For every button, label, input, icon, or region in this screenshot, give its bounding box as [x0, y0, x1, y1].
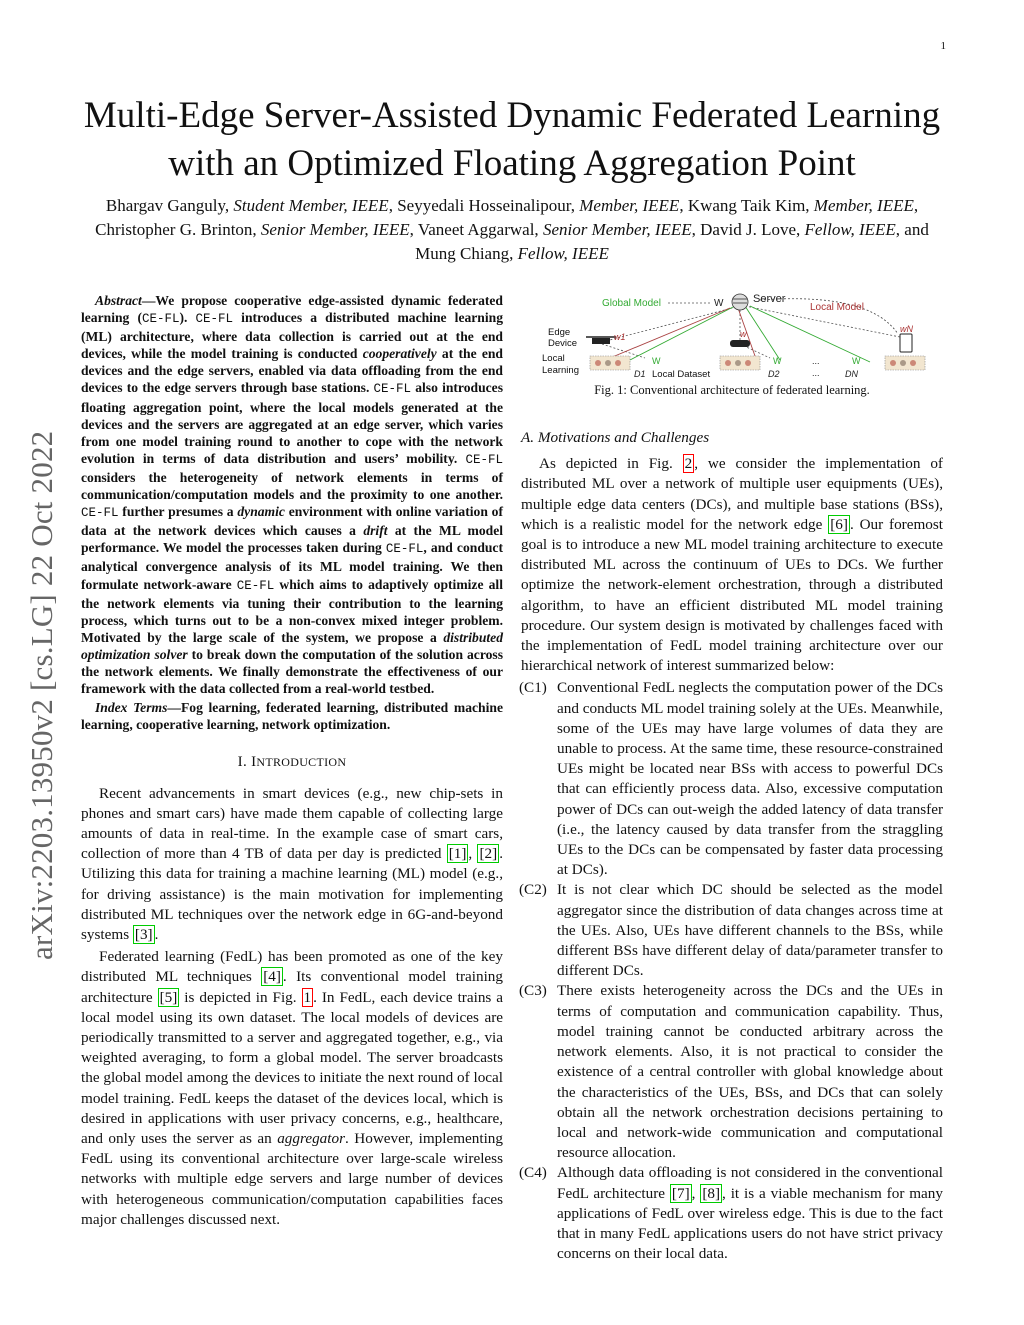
local-dataset-1-icon: [590, 356, 630, 370]
motivation-paragraph: As depicted in Fig. 2 , we consider the implementation of distributed ML over a network of multiple user equipments (UEs), multiple edge data centers (DCs), and multiple base stations (BSs), which is a realistic model for the network edge [6] . Our foremost goal is to introduce a new ML model training architecture to execute distributed ML across the continuum of UEs to DCs. We further optimize the network-element orchestration, through a distributed algorithm, to have an efficient distributed ML model training procedure. Our system design is motivated by challenges faced with the implementation of FedL model training architecture over our hierarchical network of interest summarized below:: [521, 455, 944, 675]
list-item: (C1) Conventional FedL neglects the computation power of the DCs and conducts ML model training solely at the UEs. Meanwhile, some of the UEs may have large volumes of data they are unable to process. At the same time, these resource-constrained UEs might be located near BSs with access to powerful DCs that can efficiently process data. Also, excessive computation power of DCs can out-weigh the added latency of data transfer (i.e., the latency caused by data transfer from the straggling UEs to the DCs can be compensated by faster data processing at DCs).: [519, 679, 943, 879]
svg-text:Local Dataset: Local Dataset: [652, 369, 711, 380]
list-item: (C2) It is not clear which DC should be selected as the model aggregator since the distribution of data changes across time at the UEs. Also, UEs have different channels to the BSs, while different BSs have different delay of data/parameter transfer to different DCs.: [519, 881, 943, 980]
figure-caption: Fig. 1: Conventional architecture of federated learning.: [594, 383, 870, 397]
local-dataset-2-icon: [720, 356, 760, 370]
index-terms: Index Terms—Fog learning, federated learning, distributed machine learning, cooperative learning, network optimization.: [81, 700, 503, 733]
arxiv-identifier: arXiv:2203.13950v2 [cs.LG] 22 Oct 2022: [24, 430, 59, 960]
svg-text:...: ...: [812, 368, 820, 378]
list-item: (C3) There exists heterogeneity across the DCs and the UEs in terms of computation and communication capability. Thus, model training cannot be conducted arbitrary across the network elements. Also, it is not practical to consider the existence of a central controller with global knowledge about the characteristics of the UEs, BSs, and DCs that can solely obtain all the network orchestration decisions pertaining to local and network-wide communication and computational resource allocation.: [519, 982, 943, 1162]
list-item: (C4) Although data offloading is not considered in the conventional FedL architecture [7] , [8] , it is a viable mechanism for many applications of FedL over wireless edge. This is due to the fact that in many FedL applications users do not have strict privacy concerns on their local data.: [519, 1164, 943, 1263]
citation-link[interactable]: [1]: [448, 845, 467, 863]
left-column: [81, 292, 503, 1232]
citation-link[interactable]: [2]: [479, 845, 498, 863]
svg-text:W: W: [714, 298, 724, 309]
figure-link[interactable]: 1: [303, 988, 312, 1006]
section-heading-introduction: I. INTRODUCTION: [237, 754, 347, 771]
car-icon: [730, 340, 750, 347]
svg-text:D1: D1: [634, 369, 646, 379]
svg-text:Device: Device: [548, 338, 578, 349]
svg-text:w: w: [740, 329, 747, 339]
local-dataset-n-icon: [885, 356, 925, 370]
server-icon: [732, 294, 748, 310]
paper-title: Multi-Edge Server-Assisted Dynamic Federated Learning with an Optimized Floating Aggregation Point: [83, 95, 941, 184]
server-label: Server: [753, 293, 786, 305]
abstract: Abstract—We propose cooperative edge-assisted dynamic federated learning (CE-FL). CE-FL introduces a distributed machine learning (ML) architecture, where data collection is carried out at the end devices, while the model training is conducted cooperatively at the end devices and the edge servers, enabled via data offloading from the end devices to the edge servers through base stations. CE-FL also introduces floating aggregation point, where the local models generated at the devices and the servers are aggregated at an edge server, which varies from one model training round to another to cope with the network evolution in terms of data distribution and users’ mobility. CE-FL considers the heterogeneity of network elements in terms of communication/computation models and the proximity to one another. CE-FL further presumes a dynamic environment with online variation of data at the network devices which causes a drift at the ML model performance. We model the processes taken during CE-FL, and conduct analytical convergence analysis of its ML model training. We then formulate network-aware CE-FL which aims to adaptively optimize all the network elements via tuning their contribution to the learning process, which turns out to be a non-convex mixed integer problem. Motivated by the large scale of the system, we propose a distributed optimization solver to break down the computation of the solution across the network elements. We finally demonstrate the effectiveness of our framework with the data collected from a real-world testbed.: [81, 293, 503, 697]
federated-learning-diagram: [540, 292, 935, 380]
citation-link[interactable]: [6]: [830, 515, 848, 533]
svg-text:W: W: [652, 356, 661, 366]
svg-text:w1: w1: [614, 332, 626, 342]
svg-text:D2: D2: [768, 369, 780, 379]
svg-text:...: ...: [812, 356, 820, 366]
author-list: Bhargav Ganguly, Student Member, IEEE, Seyyedali Hosseinalipour, Member, IEEE, Kwang Taik Kim, Member, IEEE, Christopher G. Brinton, Senior Member, IEEE, Vaneet Aggarwal, Senior Member, IEEE, David J. Love, Fellow, IEEE, and Mung Chiang, Fellow, IEEE: [95, 196, 929, 263]
drone-icon: [586, 337, 616, 344]
right-column: [521, 428, 943, 1264]
svg-text:W: W: [852, 356, 861, 366]
svg-text:W: W: [773, 356, 782, 366]
subsection-heading: A. Motivations and Challenges: [521, 429, 710, 446]
phone-icon: [900, 334, 912, 352]
challenge-list: [521, 678, 943, 1264]
svg-text:DN: DN: [845, 369, 858, 379]
page-number: 1: [940, 40, 946, 52]
global-model-label: Global Model: [602, 298, 661, 309]
citation-link[interactable]: [8]: [702, 1184, 721, 1202]
figure-link[interactable]: 2: [684, 455, 693, 473]
citation-link[interactable]: [7]: [671, 1184, 690, 1202]
svg-text:wN: wN: [900, 324, 913, 334]
svg-text:Edge: Edge: [548, 327, 571, 338]
svg-text:Local: Local: [542, 353, 565, 364]
intro-paragraph-2: Federated learning (FedL) has been promoted as one of the key distributed ML techniques [4] . Its conventional model training architecture [5] is depicted in Fig. 1 . In FedL, each device trains a local model using its own dataset. The local models of devices are periodically transmitted to a server and aggregated together, e.g., via weighted averaging, to form a global model. The server broadcasts the global model among the devices to initiate the next round of local model training. FedL keeps the dataset of the devices local, which is desired in applications with user privacy concerns, e.g., healthcare, and only uses the server as an aggregator. However, implementing FedL using its conventional architecture over large-scale wireless networks with multiple edge servers and large number of devices with heterogeneous communication/computation capabilities faces major challenges discussed next.: [81, 948, 504, 1228]
svg-text:Learning: Learning: [542, 365, 579, 376]
local-model-label: Local Model: [810, 302, 864, 313]
citation-link[interactable]: [3]: [134, 925, 153, 943]
intro-paragraph-1: Recent advancements in smart devices (e.g., new chip-sets in phones and smart cars) have made them capable of collecting large amounts of data in real-time. In the example case of smart cars, collection of more than 4 TB of data per day is predicted [1] , [2] . Utilizing this data for training a machine learning (ML) model (e.g., for driving assistance) is the main motivation for implementing distributed ML techniques over the network edge in 6G-and-beyond systems [3] .: [81, 784, 503, 943]
citation-link[interactable]: [5]: [159, 988, 178, 1006]
citation-link[interactable]: [4]: [263, 968, 281, 986]
